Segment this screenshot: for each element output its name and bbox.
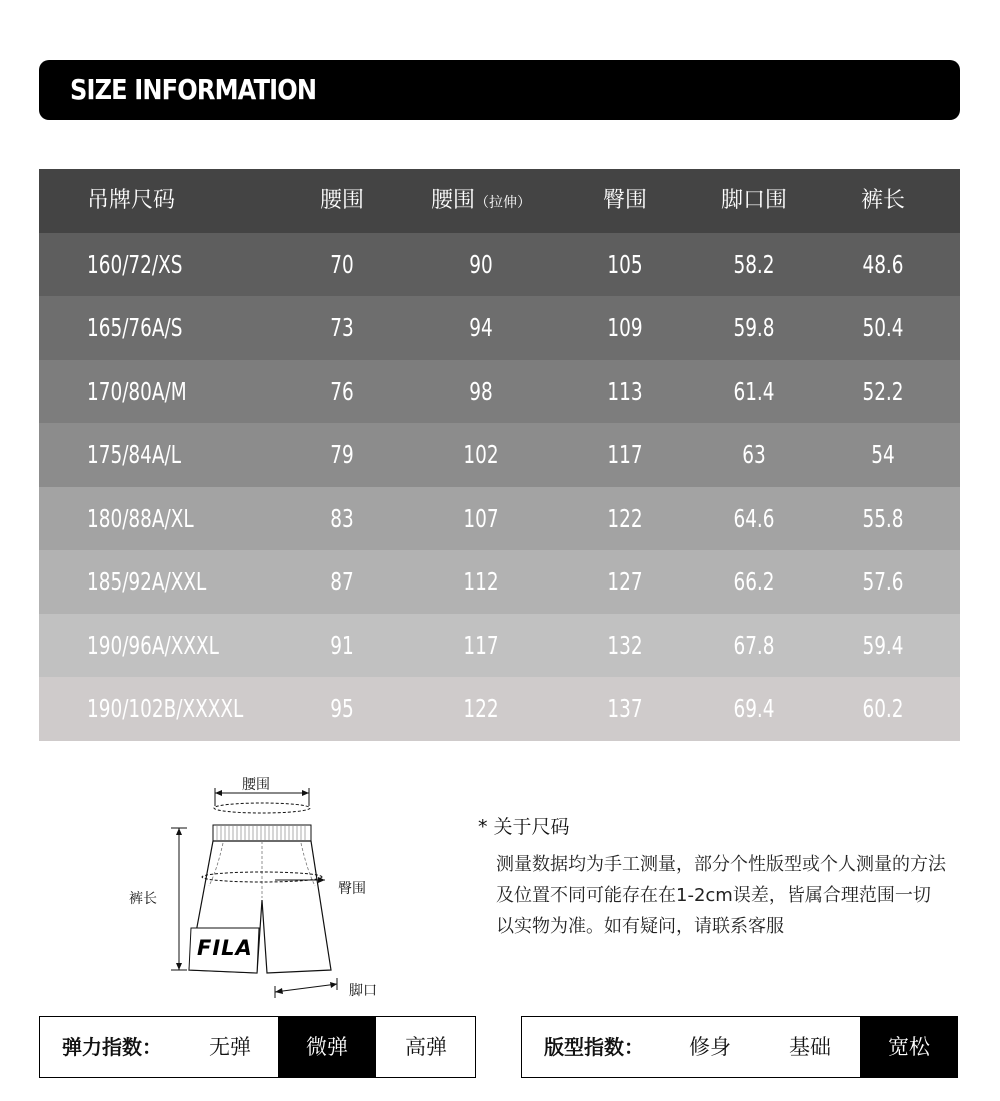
note-body: 测量数据均为手工测量，部分个性版型或个人测量的方法及位置不同可能存在在1-2cm误差，皆属合理范围一切以实物为准。如有疑问，请联系客服 <box>496 854 946 937</box>
table-row <box>39 360 960 424</box>
size-cell: 190/102B/XXXXL <box>87 694 244 723</box>
hem-cell: 63 <box>742 440 766 469</box>
hem-cell: 66.2 <box>733 567 775 596</box>
note-title-row <box>478 812 958 839</box>
table-row <box>39 233 960 297</box>
measurement-diagram <box>125 770 390 1005</box>
hip-cell: 113 <box>607 376 643 406</box>
size-cell: 160/72/XS <box>87 249 183 279</box>
hip-label: 臀围 <box>338 881 366 897</box>
hip-cell: 137 <box>607 694 643 723</box>
size-table <box>39 169 960 741</box>
table-row <box>39 423 960 487</box>
page-title: SIZE INFORMATION <box>70 73 317 106</box>
fila-logo: FILA <box>197 936 253 960</box>
table-row <box>39 487 960 551</box>
waist-stretch-cell: 94 <box>469 313 493 342</box>
waist-stretch-cell: 112 <box>463 567 499 596</box>
size-cell: 175/84A/L <box>87 440 181 469</box>
title-bar <box>39 60 960 120</box>
hem-cell: 59.8 <box>733 313 775 342</box>
length-cell: 50.4 <box>862 313 904 342</box>
note-star: * <box>478 816 488 838</box>
waist-cell: 70 <box>330 249 354 279</box>
table-row <box>39 296 960 360</box>
waist-cell: 76 <box>330 376 354 406</box>
header-length: 裤长 <box>860 188 905 213</box>
length-cell: 59.4 <box>862 630 904 660</box>
table-row <box>39 550 960 614</box>
size-cell: 165/76A/S <box>87 313 183 342</box>
elasticity-option-high: 高弹 <box>405 1035 447 1059</box>
hip-cell: 127 <box>607 567 643 596</box>
header-hip: 臀围 <box>602 188 647 213</box>
length-cell: 48.6 <box>862 249 904 279</box>
length-cell: 54 <box>871 440 895 469</box>
waist-cell: 79 <box>330 440 354 469</box>
hem-cell: 69.4 <box>733 694 775 723</box>
size-cell: 185/92A/XXL <box>87 567 207 596</box>
elasticity-index <box>39 1016 476 1078</box>
size-cell: 190/96A/XXXL <box>87 630 219 660</box>
elasticity-label: 弹力指数： <box>62 1035 162 1059</box>
length-cell: 57.6 <box>862 567 904 596</box>
waist-cell: 83 <box>330 503 354 533</box>
hip-cell: 132 <box>607 630 643 660</box>
size-note <box>478 812 958 942</box>
waist-stretch-cell: 107 <box>463 503 499 533</box>
fit-option-loose: 宽松 <box>860 1017 958 1077</box>
header-waist-stretch-note: （拉伸） <box>475 195 531 211</box>
waist-stretch-cell: 98 <box>469 376 493 406</box>
shorts-illustration <box>125 770 390 1005</box>
header-waist-stretch <box>421 169 541 233</box>
fit-label: 版型指数： <box>544 1035 644 1059</box>
hip-cell: 122 <box>607 503 643 533</box>
length-cell: 52.2 <box>862 376 904 406</box>
header-tag-size: 吊牌尺码 <box>87 188 176 213</box>
fit-option-slim: 修身 <box>689 1035 731 1059</box>
hem-cell: 64.6 <box>733 503 775 533</box>
waist-cell: 95 <box>330 694 354 723</box>
hip-cell: 105 <box>607 249 643 279</box>
waist-stretch-cell: 90 <box>469 249 493 279</box>
hip-cell: 117 <box>607 440 643 469</box>
length-label: 裤长 <box>129 891 157 907</box>
waist-cell: 91 <box>330 630 354 660</box>
waist-stretch-cell: 102 <box>463 440 499 469</box>
header-waist-stretch-main: 腰围 <box>430 188 475 213</box>
length-cell: 60.2 <box>862 694 904 723</box>
fit-option-regular: 基础 <box>789 1035 831 1059</box>
fit-index <box>521 1016 958 1078</box>
waist-cell: 87 <box>330 567 354 596</box>
size-cell: 180/88A/XL <box>87 503 194 533</box>
hem-cell: 58.2 <box>733 249 775 279</box>
waist-cell: 73 <box>330 313 354 342</box>
hem-cell: 61.4 <box>733 376 775 406</box>
length-cell: 55.8 <box>862 503 904 533</box>
waist-stretch-cell: 117 <box>463 630 499 660</box>
size-cell: 170/80A/M <box>87 376 187 406</box>
waist-stretch-cell: 122 <box>463 694 499 723</box>
table-row <box>39 677 960 741</box>
table-header-row <box>39 169 960 233</box>
header-hem: 脚口围 <box>720 188 787 213</box>
elasticity-option-slight: 微弹 <box>278 1017 376 1077</box>
hem-label: 脚口 <box>349 983 377 999</box>
hem-cell: 67.8 <box>733 630 775 660</box>
note-title: 关于尺码 <box>493 816 570 838</box>
header-waist: 腰围 <box>319 188 364 213</box>
waist-label: 腰围 <box>242 777 270 793</box>
table-body <box>39 233 960 741</box>
hip-cell: 109 <box>607 313 643 342</box>
elasticity-option-none: 无弹 <box>209 1035 251 1059</box>
table-row <box>39 614 960 678</box>
